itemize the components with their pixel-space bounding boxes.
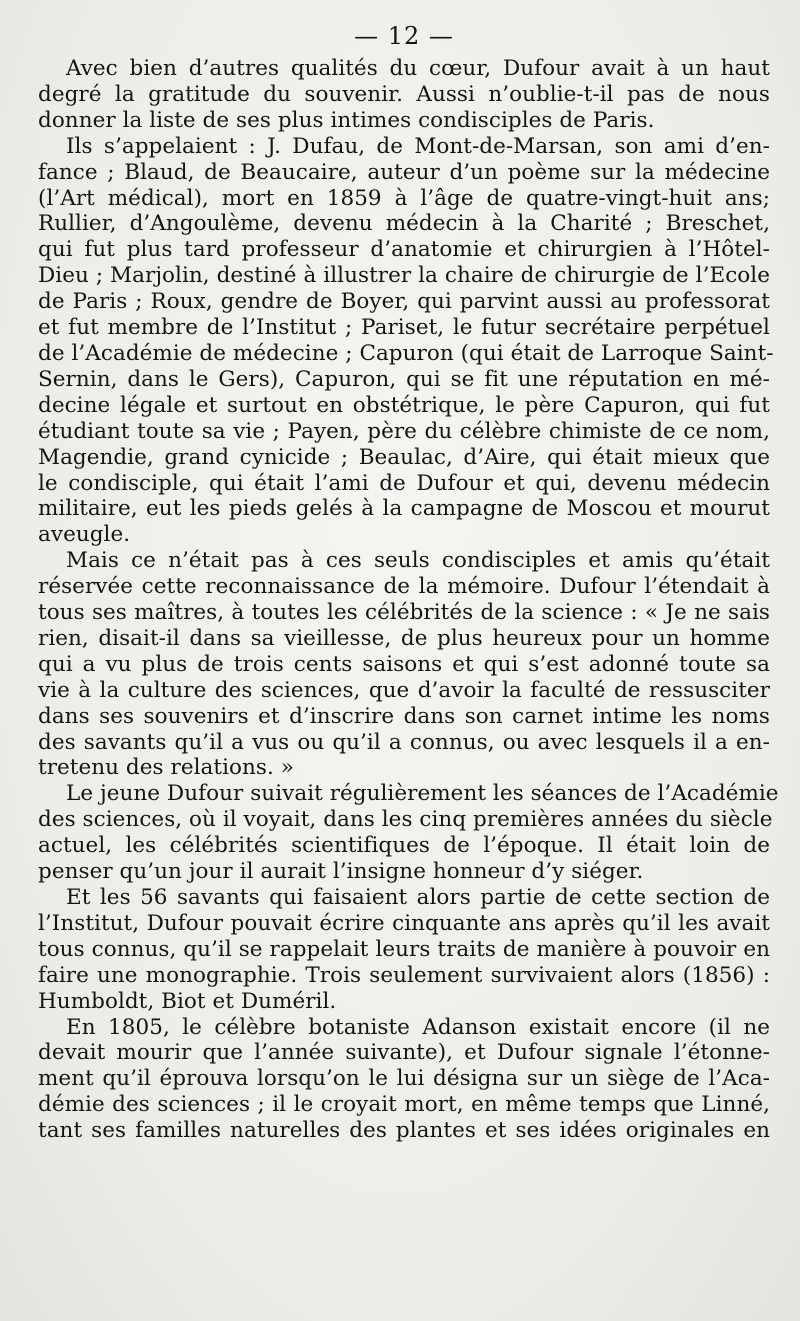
text-line: fance ; Blaud, de Beaucaire, auteur d’un poème sur la médecine bbox=[38, 159, 770, 185]
paragraph bbox=[38, 56, 770, 134]
paragraph bbox=[38, 781, 779, 885]
paragraph bbox=[38, 1015, 770, 1145]
text-line: devait mourir que l’année suivante), et Dufour signale l’étonne- bbox=[38, 1040, 770, 1066]
text-line: (l’Art médical), mort en 1859 à l’âge de quatre-vingt-huit ans; bbox=[38, 185, 770, 211]
text-line: donner la liste de ses plus intimes condisciples de Paris. bbox=[38, 107, 655, 133]
text-line: tant ses familles naturelles des plantes et ses idées originales en bbox=[38, 1118, 770, 1144]
text-line: tous ses maîtres, à toutes les célébrités de la science : « Je ne sais bbox=[38, 600, 770, 626]
text-line: de Paris ; Roux, gendre de Boyer, qui parvint aussi au professorat bbox=[38, 289, 770, 315]
text-line: Humboldt, Biot et Duméril. bbox=[38, 988, 337, 1014]
text-line: et fut membre de l’Institut ; Pariset, le futur secrétaire perpétuel bbox=[38, 315, 770, 341]
text-line: l’Institut, Dufour pouvait écrire cinquante ans après qu’il les avait bbox=[38, 910, 770, 936]
text-body bbox=[38, 56, 779, 1144]
text-line: étudiant toute sa vie ; Payen, père du célèbre chimiste de ce nom, bbox=[38, 418, 770, 444]
paragraph bbox=[38, 548, 770, 781]
text-line: vie à la culture des sciences, que d’avoir la faculté de ressusciter bbox=[38, 677, 770, 703]
text-line: rien, disait-il dans sa vieillesse, de plus heureux pour un homme bbox=[38, 625, 770, 651]
text-line: de l’Académie de médecine ; Capuron (qui était de Larroque Saint- bbox=[38, 340, 774, 366]
text-line: degré la gratitude du souvenir. Aussi n’oublie-t-il pas de nous bbox=[38, 81, 770, 107]
paragraph bbox=[38, 885, 770, 1015]
text-line: démie des sciences ; il le croyait mort, en même temps que Linné, bbox=[38, 1092, 770, 1118]
page-number: — 12 — bbox=[354, 22, 454, 50]
text-line: des sciences, où il voyait, dans les cinq premières années du siècle bbox=[38, 807, 773, 833]
text-line: des savants qu’il a vus ou qu’il a connus, ou avec lesquels il a en- bbox=[38, 729, 770, 755]
text-line: Rullier, d’Angoulème, devenu médecin à la Charité ; Breschet, bbox=[38, 211, 770, 237]
text-line: Et les 56 savants qui faisaient alors partie de cette section de bbox=[66, 885, 770, 910]
text-line: penser qu’un jour il aurait l’insigne honneur d’y siéger. bbox=[38, 859, 644, 885]
text-line: faire une monographie. Trois seulement survivaient alors (1856) : bbox=[38, 962, 770, 988]
text-line: le condisciple, qui était l’ami de Dufour et qui, devenu médecin bbox=[38, 470, 770, 496]
text-line: En 1805, le célèbre botaniste Adanson existait encore (il ne bbox=[66, 1014, 770, 1040]
text-line: tous connus, qu’il se rappelait leurs traits de manière à pouvoir en bbox=[38, 936, 770, 962]
text-line: Magendie, grand cynicide ; Beaulac, d’Aire, qui était mieux que bbox=[38, 444, 770, 470]
text-line: Sernin, dans le Gers), Capuron, qui se fit une réputation en mé- bbox=[38, 366, 770, 392]
text-line: qui a vu plus de trois cents saisons et qui s’est adonné toute sa bbox=[38, 651, 770, 677]
text-line: tretenu des relations. » bbox=[38, 755, 294, 781]
text-line: aveugle. bbox=[38, 522, 131, 548]
text-line: Mais ce n’était pas à ces seuls condisciples et amis qu’était bbox=[66, 548, 770, 574]
text-line: Dieu ; Marjolin, destiné à illustrer la chaire de chirurgie de l’Ecole bbox=[38, 263, 770, 289]
text-line: militaire, eut les pieds gelés à la campagne de Moscou et mourut bbox=[38, 496, 770, 522]
text-line: actuel, les célébrités scientifiques de l’époque. Il était loin de bbox=[38, 833, 770, 859]
text-line: réservée cette reconnaissance de la mémoire. Dufour l’étendait à bbox=[38, 574, 770, 600]
text-line: ment qu’il éprouva lorsqu’on le lui désigna sur un siège de l’Aca- bbox=[38, 1066, 770, 1092]
text-line: qui fut plus tard professeur d’anatomie et chirurgien à l’Hôtel- bbox=[38, 237, 770, 263]
paragraph bbox=[38, 133, 774, 549]
text-line: dans ses souvenirs et d’inscrire dans son carnet intime les noms bbox=[38, 703, 770, 729]
text-line: Le jeune Dufour suivait régulièrement les séances de l’Académie bbox=[66, 781, 779, 807]
text-line: decine légale et surtout en obstétrique, le père Capuron, qui fut bbox=[38, 392, 770, 418]
text-line: Avec bien d’autres qualités du cœur, Dufour avait à un haut bbox=[66, 56, 770, 81]
text-line: Ils s’appelaient : J. Dufau, de Mont-de-Marsan, son ami d’en- bbox=[66, 133, 770, 159]
